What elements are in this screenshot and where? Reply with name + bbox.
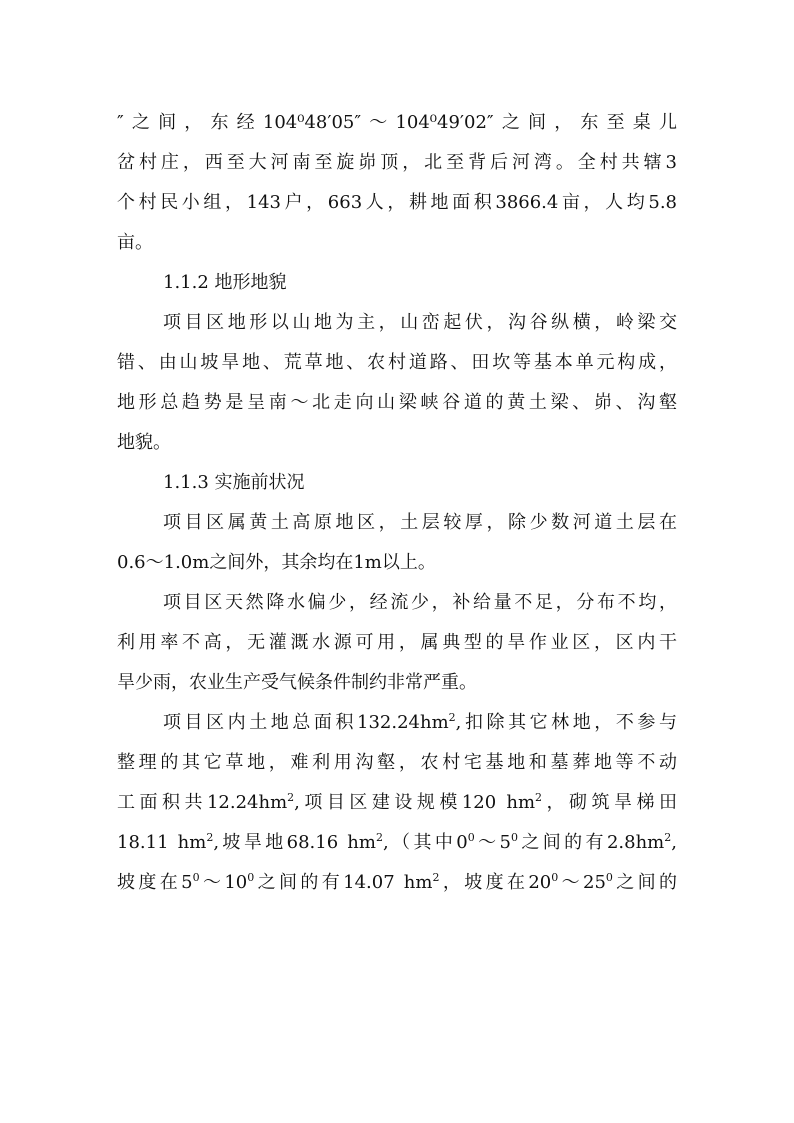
text-line bbox=[117, 783, 677, 823]
text-run: ，坡度在20 bbox=[439, 872, 552, 893]
text-line bbox=[117, 823, 677, 863]
text-run: 18.11 hm bbox=[117, 832, 207, 853]
superscript: 2 bbox=[432, 871, 440, 884]
superscript: 0 bbox=[510, 831, 518, 844]
text-line: 错、由山坡旱地、荒草地、农村道路、田坎等基本单元构成， bbox=[117, 352, 677, 373]
superscript: 2 bbox=[287, 791, 295, 804]
superscript: 0 bbox=[192, 871, 200, 884]
text-run: 坡度在5 bbox=[117, 872, 193, 893]
text-line: 整理的其它草地，难利用沟壑，农村宅基地和墓葬地等不动 bbox=[117, 752, 677, 773]
text-line: 0.6～1.0m之间外，其余均在1m以上。 bbox=[117, 552, 436, 573]
superscript: 0 bbox=[467, 831, 475, 844]
paragraph-soil bbox=[117, 503, 677, 583]
superscript: 0 bbox=[551, 871, 559, 884]
text-run: 项目区内土地总面积132.24hm bbox=[163, 712, 449, 733]
superscript: 2 bbox=[375, 831, 383, 844]
text-line: 地形总趋势是呈南～北走向山梁峡谷道的黄土梁、峁、沟壑 bbox=[117, 392, 677, 413]
superscript: 0 bbox=[247, 871, 255, 884]
text-line: 项目区天然降水偏少，经流少，补给量不足，分布不均， bbox=[163, 592, 677, 613]
text-run: ～10 bbox=[199, 872, 248, 893]
text-run: ,坡旱地68.16 hm bbox=[213, 832, 376, 853]
text-line: 岔村庄，西至大河南至旋峁顶，北至背后河湾。全村共辖3 bbox=[117, 152, 677, 173]
text-run: ～5 bbox=[474, 832, 511, 853]
text-line: 项目区地形以山地为主，山峦起伏，沟谷纵横，岭梁交 bbox=[163, 312, 677, 333]
text-line bbox=[117, 863, 677, 907]
section-heading-terrain: 1.1.2 地形地貌 bbox=[163, 272, 287, 293]
paragraph-area bbox=[117, 703, 677, 907]
text-line: 利用率不高，无灌溉水源可用，属典型的旱作业区，区内干 bbox=[117, 632, 677, 653]
superscript: 0 bbox=[605, 871, 613, 884]
text-run: ,（其中0 bbox=[382, 832, 468, 853]
text-line: 地貌。 bbox=[117, 432, 171, 453]
text-line: 个村民小组，143户，663人，耕地面积3866.4亩，人均5.8 bbox=[117, 192, 677, 213]
text-run: ，砌筑旱梯田 bbox=[542, 792, 677, 813]
text-line: 项目区属黄土高原地区，土层较厚，除少数河道土层在 bbox=[163, 512, 677, 533]
text-run: 工面积共12.24hm bbox=[117, 792, 288, 813]
text-run: 之间的有14.07 hm bbox=[254, 872, 433, 893]
text-line: ″之间，东经104⁰48′05″～104⁰49′02″之间，东至桌儿 bbox=[117, 112, 677, 133]
text-run: , bbox=[671, 832, 677, 853]
paragraph-location bbox=[117, 103, 677, 263]
text-run: ,扣除其它林地，不参与 bbox=[455, 712, 677, 733]
superscript: 2 bbox=[535, 791, 543, 804]
document-body bbox=[117, 103, 677, 907]
paragraph-terrain bbox=[117, 303, 677, 463]
superscript: 2 bbox=[206, 831, 214, 844]
superscript: 2 bbox=[448, 711, 456, 724]
paragraph-climate bbox=[117, 583, 677, 703]
text-run: 之间的 bbox=[612, 872, 678, 893]
text-run: ,项目区建设规模120 hm bbox=[294, 792, 536, 813]
text-line: 旱少雨，农业生产受气候条件制约非常严重。 bbox=[117, 672, 477, 693]
text-line bbox=[117, 703, 677, 743]
text-run: ～25 bbox=[558, 872, 606, 893]
text-run: 之间的有2.8hm bbox=[517, 832, 665, 853]
text-line: 亩。 bbox=[117, 232, 153, 253]
section-heading-status: 1.1.3 实施前状况 bbox=[163, 472, 305, 493]
superscript: 2 bbox=[664, 831, 672, 844]
